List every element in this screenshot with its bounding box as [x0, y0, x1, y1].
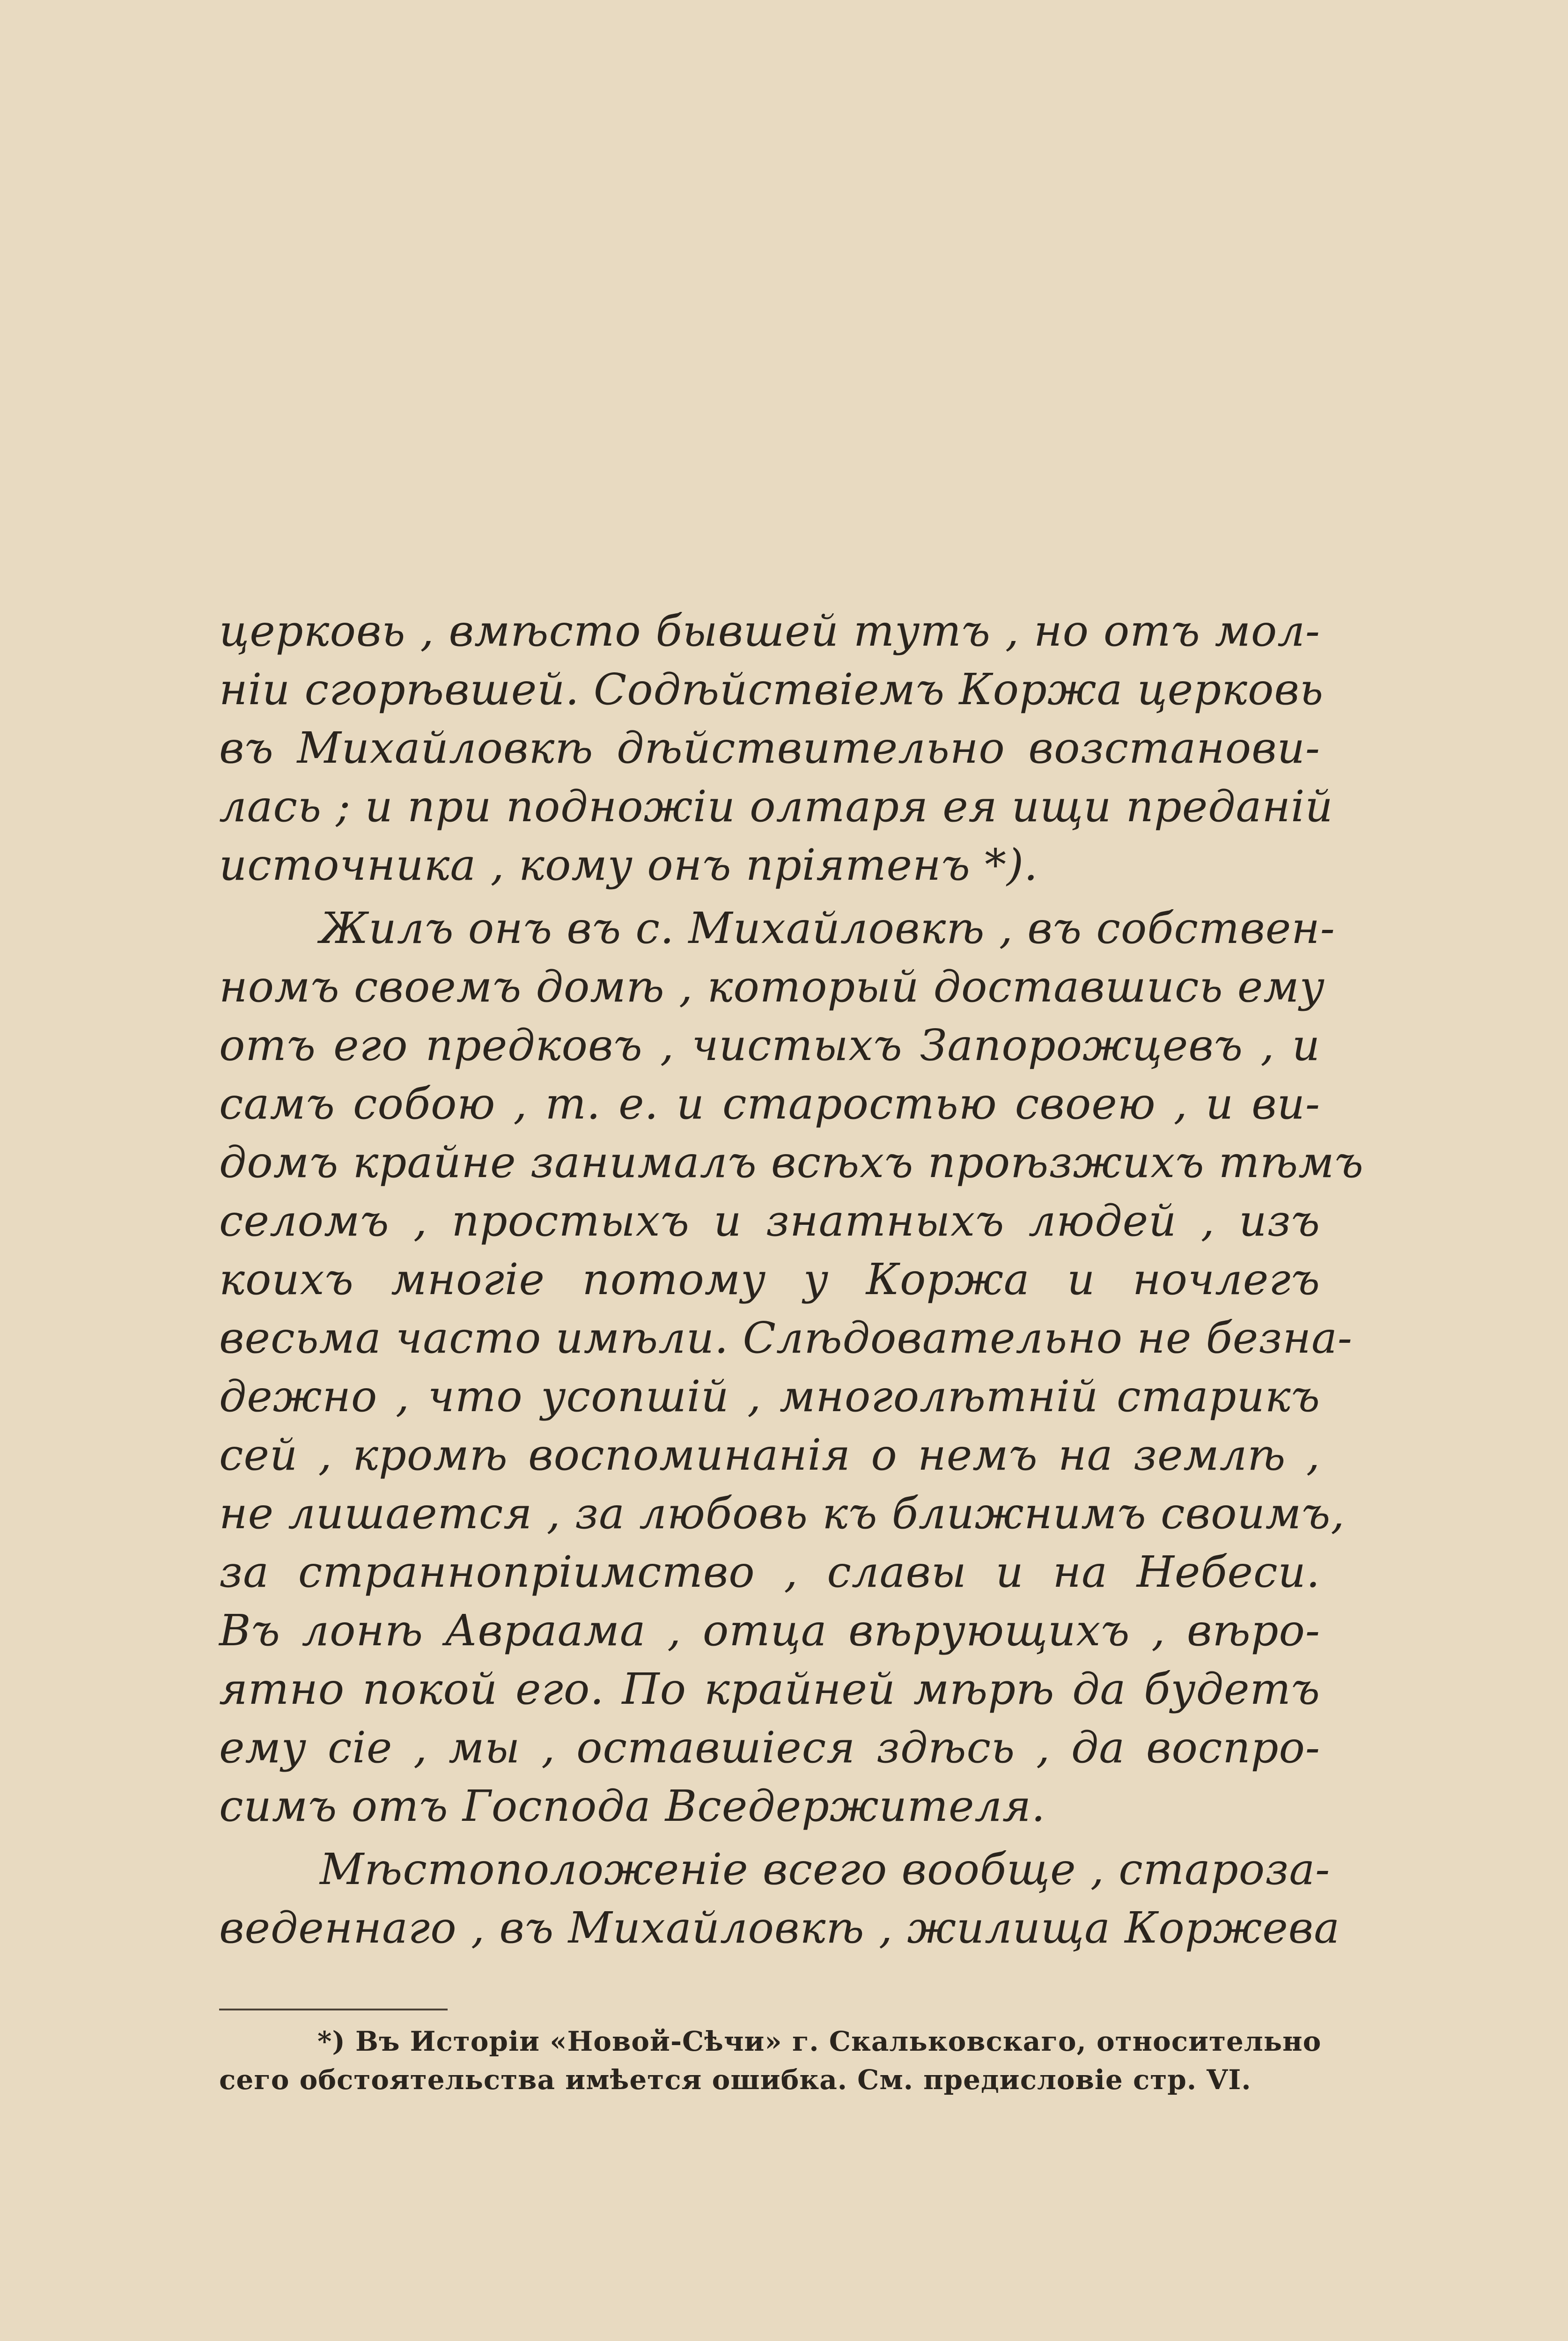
footnote-line: сего обстоятельства имѣется ошибка. См. предисловіе стр. VI.: [219, 2064, 1251, 2096]
text-line: весьма часто имѣли. Слѣдовательно не безна-: [219, 1313, 1353, 1363]
paragraph-start-line: Жилъ онъ въ с. Михайловкѣ , въ собствен-: [320, 903, 1335, 953]
text-line: ніи сгорѣвшей. Содѣйствіемъ Коржа церковь: [219, 664, 1324, 714]
text-line: симъ отъ Господа Вседержителя.: [219, 1781, 1046, 1831]
text-line: не лишается , за любовь къ ближнимъ своимъ,: [219, 1488, 1345, 1539]
text-line: отъ его предковъ , чистыхъ Запорожцевъ , и: [219, 1020, 1320, 1070]
text-line: веденнаго , въ Михайловкѣ , жилища Коржева: [219, 1903, 1340, 1953]
text-line: источника , кому онъ пріятенъ *).: [219, 840, 1038, 890]
paragraph-start-line: Мѣстоположеніе всего вообще , староза-: [320, 1844, 1331, 1894]
text-line: за страннопріимство , славы и на Небеси.: [219, 1547, 1320, 1597]
text-line: ятно покой его. По крайней мѣрѣ да будетъ: [219, 1664, 1320, 1714]
text-line: Въ лонѣ Авраама , отца вѣрующихъ , вѣро-: [219, 1605, 1320, 1656]
text-line: ему сіе , мы , оставшіеся здѣсь , да воспро-: [219, 1723, 1320, 1773]
text-line: домъ крайне занималъ всѣхъ проѣзжихъ тѣмъ: [219, 1137, 1364, 1187]
text-line: въ Михайловкѣ дѣйствительно возстанови-: [219, 723, 1320, 773]
text-line: селомъ , простыхъ и знатныхъ людей , изъ: [219, 1196, 1320, 1246]
text-line: номъ своемъ домѣ , который доставшись ему: [219, 962, 1325, 1012]
text-line: дежно , что усопшій , многолѣтній старикъ: [219, 1371, 1320, 1421]
footnote-line: *) Въ Исторіи «Новой-Сѣчи» г. Скальковскаго, относительно: [317, 2025, 1322, 2057]
text-line: лась ; и при подножіи олтаря ея ищи преданій: [219, 781, 1333, 832]
footnote-divider: [219, 2009, 448, 2010]
text-line: самъ собою , т. е. и старостью своею , и ви-: [219, 1079, 1320, 1129]
text-line: сей , кромѣ воспоминанія о немъ на землѣ ,: [219, 1430, 1320, 1480]
text-line: церковь , вмѣсто бывшей тутъ , но отъ мол-: [219, 606, 1320, 656]
text-line: коихъ многіе потому у Коржа и ночлегъ: [219, 1254, 1320, 1304]
